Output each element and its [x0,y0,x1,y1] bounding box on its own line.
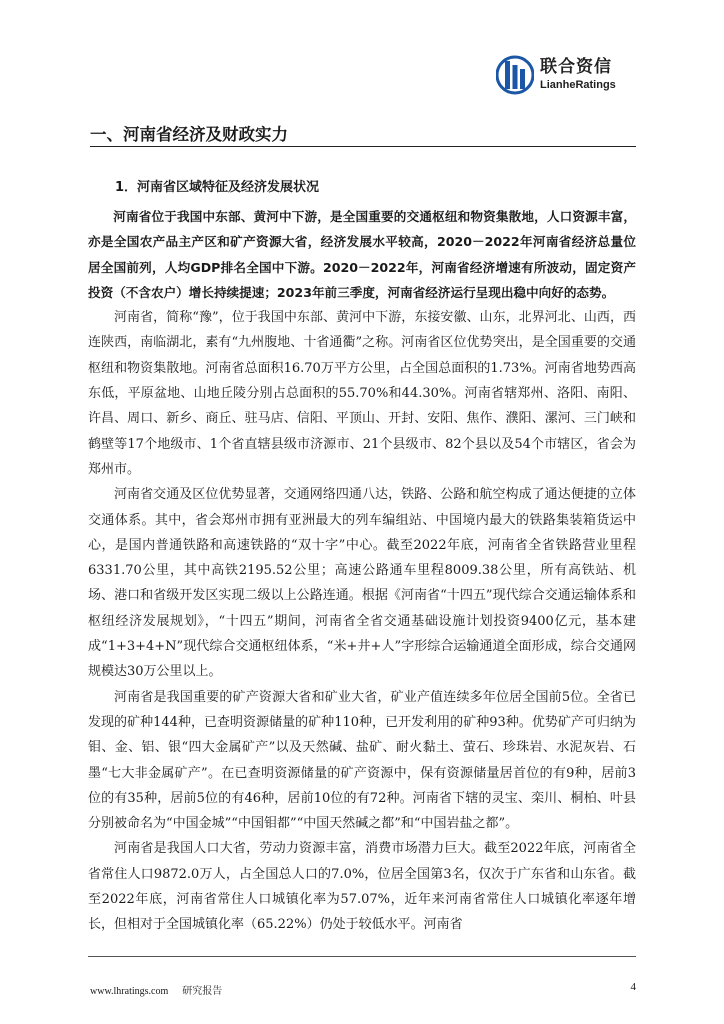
lianhe-logo-icon [496,55,534,95]
body-paragraph-minerals: 河南省是我国重要的矿产资源大省和矿业大省，矿业产值连续多年位居全国前5位。全省已发现的矿种144种，已查明资源储量的矿种110种，已开发利用的矿种93种。优势矿产可归纳为钼、金、铝、银“四大金属矿产”以及天然碱、盐矿、耐火黏土、萤石、珍珠岩、水泥灰岩、石墨“七大非金属矿产”。在已查明资源储量的矿产资源中，保有资源储量居首位的有9种，居前3位的有35种，居前5位的有46种，居前10位的有72种。河南省下辖的灵宝、栾川、桐柏、叶县分别被命名为“中国金城”“中国钼都”“中国天然碱之都”和“中国岩盐之都”。 [88,689,636,832]
company-logo [496,54,616,96]
document-body [88,204,636,938]
footer-label: 研究报告 [182,986,223,997]
body-paragraph-population: 河南省是我国人口大省，劳动力资源丰富，消费市场潜力巨大。截至2022年底，河南省全省常住人口9872.0万人，占全国总人口的7.0%，位居全国第3名，仅次于广东省和山东省。截至2022年底，河南省常住人口城镇化率为57.07%，近年来河南省常住人口城镇化率逐年增长，但相对于全国城镇化率（65.22%）仍处于较低水平。河南省 [88,841,636,933]
section-divider [90,146,636,147]
body-paragraph-location: 河南省，简称“豫”，位于我国中东部、黄河中下游，东接安徽、山东，北界河北、山西，西连陕西，南临湖北，素有“九州腹地、十省通衢”之称。河南省区位优势突出，是全国重要的交通枢纽和物资集散地。河南省总面积16.70万平方公里，占全国总面积的1.73%。河南省地势西高东低，平原盆地、山地丘陵分别占总面积的55.70%和44.30%。河南省辖郑州、洛阳、南阳、许昌、周口、新乡、商丘、驻马店、信阳、平顶山、开封、安阳、焦作、濮阳、漯河、三门峡和鹤壁等17个地级市、1个省直辖县级市济源市、21个县级市、82个县以及54个市辖区，省会为郑州市。 [88,310,636,477]
page-number: 4 [630,981,636,993]
section-title: 一、河南省经济及财政实力 [90,125,288,144]
logo-chinese-name: 联合资信 [540,57,612,77]
logo-english-name: LianheRatings [540,79,616,91]
footer-url: www.lhratings.com [90,986,169,997]
summary-paragraph: 河南省位于我国中东部、黄河中下游，是全国重要的交通枢纽和物资集散地，人口资源丰富，亦是全国农产品主产区和矿产资源大省，经济发展水平较高，2020－2022年河南省经济总量位居全国前列，人均GDP排名全国中下游。2020－2022年，河南省经济增速有所波动，固定资产投资（不含农户）增长持续提速；2023年前三季度，河南省经济运行呈现出稳中向好的态势。 [88,209,636,300]
footer-divider [88,956,636,957]
subsection-title: 1．河南省区域特征及经济发展状况 [115,180,320,195]
body-paragraph-transport: 河南省交通及区位优势显著，交通网络四通八达，铁路、公路和航空构成了通达便捷的立体交通体系。其中，省会郑州市拥有亚洲最大的列车编组站、中国境内最大的铁路集装箱货运中心，是国内普通铁路和高速铁路的“双十字”中心。截至2022年底，河南省全省铁路营业里程6331.70公里，其中高铁2195.52公里；高速公路通车里程8009.38公里，所有高铁站、机场、港口和省级开发区实现二级以上公路连通。根据《河南省“十四五”现代综合交通运输体系和枢纽经济发展规划》，“十四五”期间，河南省全省交通基础设施计划投资9400亿元，基本建成“1+3+4+N”现代综合交通枢纽体系，“米+井+人”字形综合运输通道全面形成，综合交通网规模达30万公里以上。 [88,487,636,680]
footer-info [90,982,222,997]
